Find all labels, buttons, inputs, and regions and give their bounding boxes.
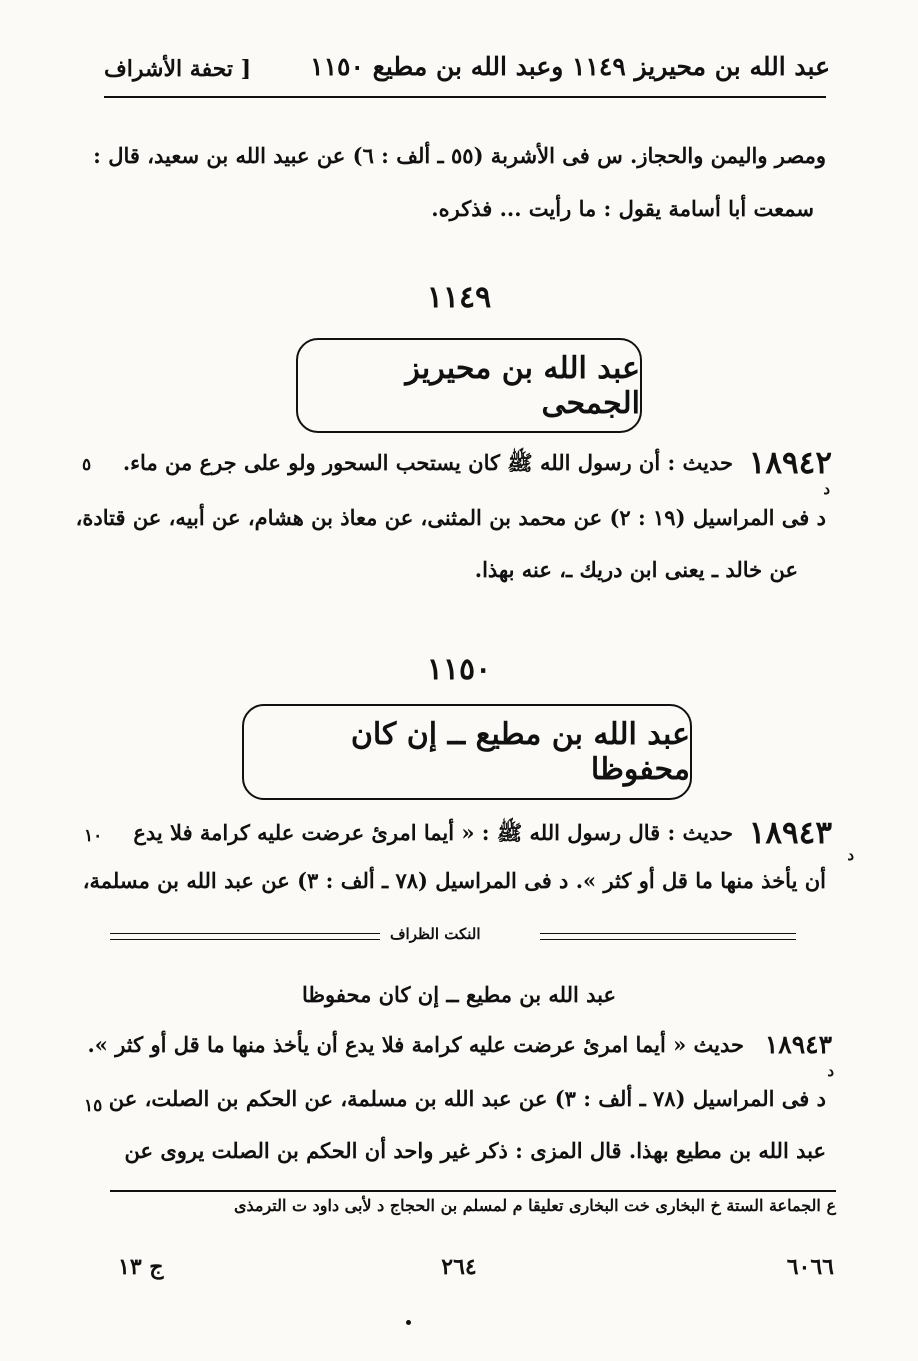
- margin-siglum: د: [823, 480, 830, 498]
- narrator-name-box-1150: [242, 704, 692, 800]
- line-marker-10: ١٠: [84, 826, 103, 846]
- double-rule-left: [110, 933, 380, 940]
- hadith-18943-line-2: أن يأخذ منها ما قل أو كثر ». د فى المراسيل (٧٨ ـ ألف : ٣) عن عبد الله بن مسلمة،: [82, 868, 826, 893]
- hadith-18942-line-1: حديث : أن رسول الله ﷺ كان يستحب السحور ولو على جرع من ماء.: [122, 450, 733, 475]
- volume-number: ج ١٣: [118, 1254, 164, 1280]
- nukat-line-2: د فى المراسيل (٧٨ ـ ألف : ٣) عن عبد الله بن مسلمة، عن الحكم بن الصلت، عن: [108, 1086, 826, 1111]
- sequence-number: ٦٠٦٦: [786, 1254, 834, 1280]
- hadith-number-18943: ١٨٩٤٣: [748, 815, 832, 851]
- nukat-line-3: عبد الله بن مطيع بهذا. قال المزى : ذكر غير واحد أن الحكم بن الصلت يروى عن: [124, 1138, 826, 1163]
- abbreviation-key: ع الجماعة الستة خ البخارى خت البخارى تعليقا م لمسلم بن الحجاج د لأبى داود ت الترمذى: [233, 1196, 836, 1215]
- nukat-section-label: النكت الظراف: [384, 925, 487, 943]
- nukat-line-1: حديث « أيما امرئ عرضت عليه كرامة فلا يدع أن يأخذ منها ما قل أو كثر ».: [87, 1032, 744, 1057]
- margin-siglum: د: [827, 1062, 834, 1080]
- hadith-18943-line-1: حديث : قال رسول الله ﷺ : « أيما امرئ عرضت عليه كرامة فلا يدع: [133, 820, 733, 845]
- section-number-1150: ١١٥٠: [426, 652, 492, 687]
- narrator-name-1149: عبد الله بن محيريز الجمحى: [405, 350, 640, 421]
- running-header-title: عبد الله بن محيريز ١١٤٩ وعبد الله بن مطيع ١١٥٠: [310, 52, 830, 81]
- header-rule: [104, 96, 826, 98]
- margin-siglum: د: [847, 846, 854, 864]
- intro-line-2: سمعت أبا أسامة يقول : ما رأيت ... فذكره.: [431, 196, 814, 221]
- line-marker-15: ١٥: [84, 1096, 103, 1116]
- print-dot: [406, 1320, 411, 1325]
- footnote-rule: [110, 1190, 836, 1192]
- double-rule-right: [540, 933, 796, 940]
- intro-line-1: ومصر واليمن والحجاز. س فى الأشربة (٥٥ ـ ألف : ٦) عن عبيد الله بن سعيد، قال :: [93, 143, 826, 168]
- section-number-1149: ١١٤٩: [426, 280, 492, 315]
- nukat-hadith-number: ١٨٩٤٣: [764, 1030, 832, 1059]
- narrator-name-1150: عبد الله بن مطيع ــ إن كان محفوظا: [350, 717, 690, 787]
- nukat-narrator-name: عبد الله بن مطيع ــ إن كان محفوظا: [301, 982, 617, 1007]
- running-header-book: [ تحفة الأشراف: [104, 56, 252, 82]
- line-marker-5: ٥: [82, 455, 92, 475]
- hadith-number-18942: ١٨٩٤٢: [748, 445, 832, 481]
- hadith-18942-line-3: عن خالد ـ يعنى ابن دريك ـ، عنه بهذا.: [474, 557, 798, 582]
- narrator-name-box-1149: [296, 338, 642, 433]
- page-number: ٢٦٤: [441, 1254, 477, 1280]
- hadith-18942-line-2: د فى المراسيل (١٩ : ٢) عن محمد بن المثنى، عن معاذ بن هشام، عن أبيه، عن قتادة،: [75, 505, 826, 530]
